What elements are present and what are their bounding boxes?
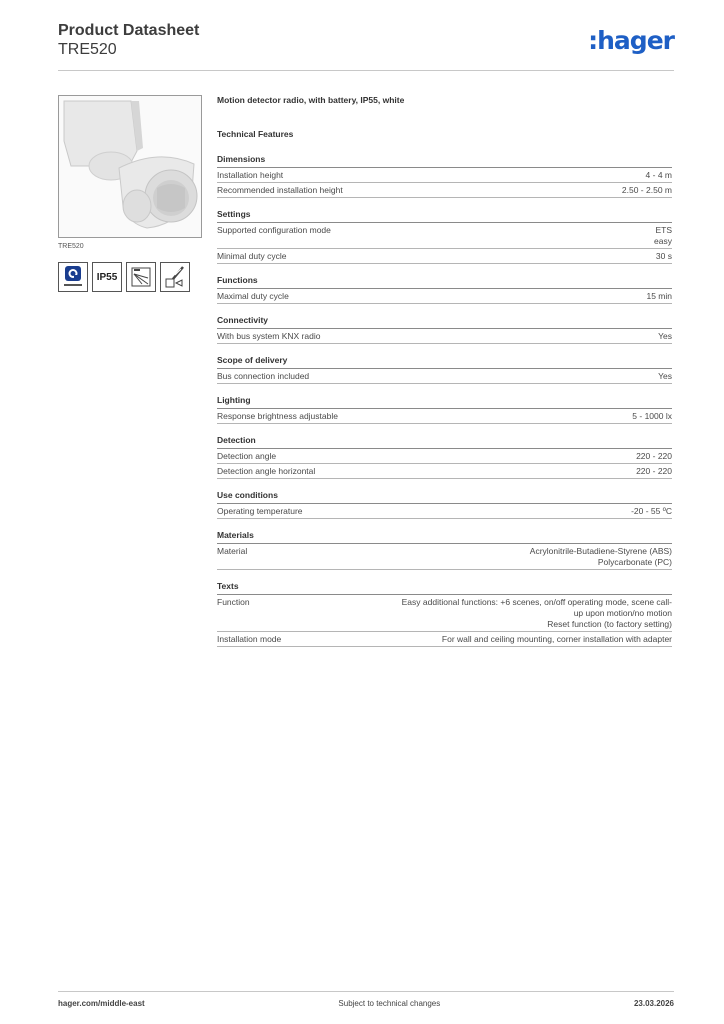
spec-section [217,209,672,264]
spec-value [397,597,672,630]
spec-value [397,170,672,181]
spec-value [397,546,672,568]
spec-label: Material [217,546,248,556]
spec-label: Operating temperature [217,506,303,516]
spec-section [217,315,672,344]
spec-row [217,249,672,264]
spec-value [397,466,672,477]
spec-row [217,544,672,570]
footer-website: hager.com/middle-east [58,999,145,1008]
spec-value-line: 30 s [655,251,672,261]
spec-value [397,225,672,247]
spec-row [217,409,672,424]
hager-logo: :hager [588,26,674,55]
spec-row [217,504,672,519]
spec-row [217,632,672,647]
page-footer [58,991,674,1008]
spec-label: Maximal duty cycle [217,291,289,301]
footer-date: 23.03.2026 [633,999,674,1008]
spec-value-line: 5 - 1000 lx [632,411,672,421]
spec-value-line: 15 min [646,291,672,301]
section-title: Settings [217,209,672,223]
section-title: Materials [217,530,672,544]
spec-value-line: Polycarbonate (PC) [597,557,672,567]
spec-label: Detection angle [217,451,277,461]
ip55-badge [92,262,122,292]
spec-row [217,369,672,384]
spec-value-line: 4 - 4 m [645,170,672,180]
spec-value-line: easy [654,236,672,246]
section-title: Detection [217,435,672,449]
spec-sections [217,154,672,647]
spec-row [217,168,672,183]
spec-section [217,530,672,570]
spec-value-line: up upon motion/no motion [573,608,672,618]
spec-value-line: Acrylonitrile-Butadiene-Styrene (ABS) [529,546,672,556]
section-title: Lighting [217,395,672,409]
footer-notice: Subject to technical changes [338,999,441,1008]
spec-value-line: -20 - 55 ºC [631,506,672,516]
spec-row [217,595,672,632]
spec-label: Minimal duty cycle [217,251,287,261]
spec-value-line: 2.50 - 2.50 m [621,185,672,195]
spec-row [217,329,672,344]
spec-label: Supported configuration mode [217,225,331,235]
section-title: Scope of delivery [217,355,672,369]
ip-rating-label: IP55 [96,271,118,283]
spec-value-line: Reset function (to factory setting) [547,619,672,629]
spec-value-line: For wall and ceiling mounting, corner installation with adapter [441,634,672,644]
datasheet-content [217,95,672,658]
spec-value [397,451,672,462]
spec-row [217,289,672,304]
image-caption: TRE520 [58,243,84,250]
spec-section [217,435,672,479]
spec-label: Response brightness adjustable [217,411,338,421]
spec-section [217,355,672,384]
spec-value [397,634,672,645]
product-image [58,95,202,238]
spec-label: With bus system KNX radio [217,331,321,341]
spec-section [217,490,672,519]
spec-section [217,581,672,647]
spec-section [217,275,672,304]
battery-radio-icon [160,262,190,292]
section-title: Dimensions [217,154,672,168]
spec-value-line: Easy additional functions: +6 scenes, on/off operating mode, scene call- [401,597,672,607]
quality-mark-icon [58,262,88,292]
spec-value-line: Yes [658,331,672,341]
spec-value-line: 220 - 220 [636,451,672,461]
spec-value [397,371,672,382]
spec-row [217,449,672,464]
spec-label: Installation mode [217,634,282,644]
spec-row [217,183,672,198]
spec-row [217,464,672,479]
spec-section [217,395,672,424]
motion-detector-illustration [59,96,201,237]
section-title: Use conditions [217,490,672,504]
section-title: Functions [217,275,672,289]
product-description: Motion detector radio, with battery, IP55, white [217,95,405,105]
spec-value-line: 220 - 220 [636,466,672,476]
spec-value [397,331,672,342]
section-title: Connectivity [217,315,672,329]
page-header [58,22,674,71]
spec-value-line: Yes [658,371,672,381]
spec-value [397,506,672,517]
page-title: Product Datasheet [58,22,200,39]
spec-value [397,185,672,196]
spec-label: Installation height [217,170,284,180]
spec-value [397,251,672,262]
spec-label: Recommended installation height [217,185,343,195]
spec-value [397,291,672,302]
spec-label: Bus connection included [217,371,310,381]
spec-section [217,154,672,198]
spec-row [217,223,672,249]
section-title: Texts [217,581,672,595]
spec-label: Function [217,597,250,607]
technical-features-heading: Technical Features [217,129,294,139]
spec-label: Detection angle horizontal [217,466,316,476]
certification-icons [58,262,190,292]
product-code: TRE520 [58,41,117,58]
spec-value [397,411,672,422]
detection-range-icon [126,262,156,292]
spec-value-line: ETS [655,225,672,235]
